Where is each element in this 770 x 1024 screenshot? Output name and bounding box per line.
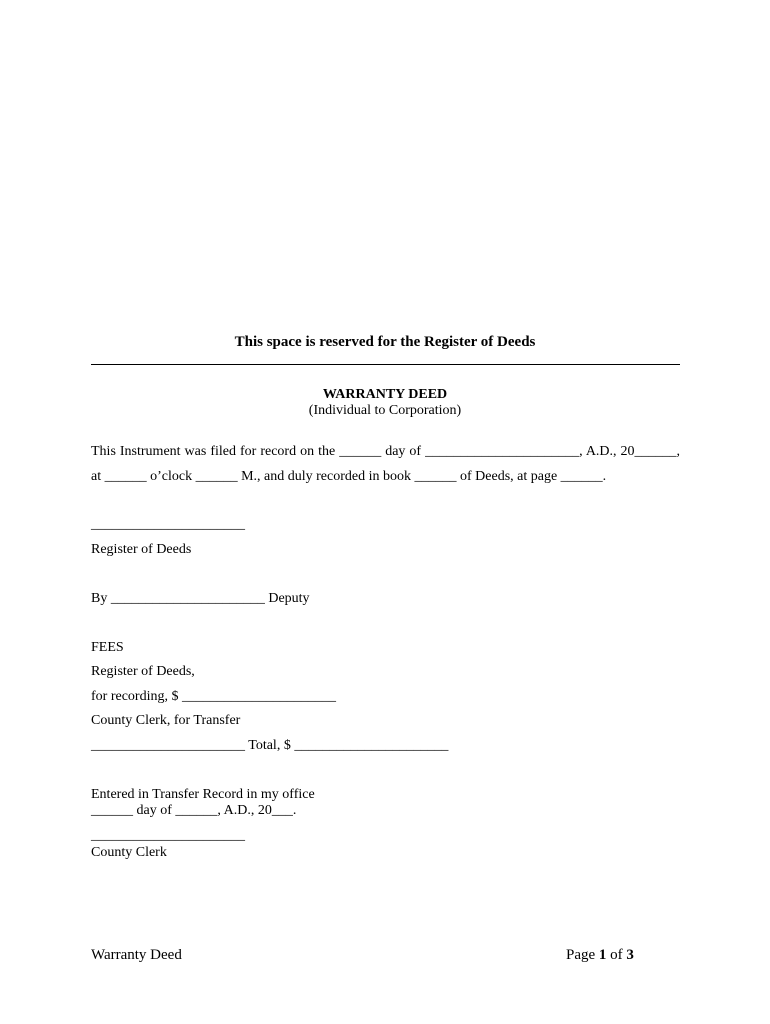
filing-line-1-word: on xyxy=(300,444,315,459)
footer-page-word: Page xyxy=(566,947,596,963)
filing-line-1-word: of xyxy=(409,444,422,459)
footer-document-name: Warranty Deed xyxy=(91,947,182,963)
filing-line-1-word: the xyxy=(318,444,336,459)
footer-page-number xyxy=(566,947,634,964)
filing-line-1-word: was xyxy=(184,444,207,459)
document-subtitle: (Individual to Corporation) xyxy=(308,403,462,418)
filing-line-1-word: ______ xyxy=(339,444,382,459)
filing-line-2: at ______ o’clock ______ M., and duly recorded in book ______ of Deeds, at page ______. xyxy=(91,469,607,484)
fees-recording-line: for recording, $ ______________________ xyxy=(91,689,336,704)
footer-of-word: of xyxy=(610,947,623,963)
reserved-space-notice: This space is reserved for the Register of Deeds xyxy=(234,334,536,350)
register-label: Register of Deeds xyxy=(91,542,192,557)
fees-county-clerk-label: County Clerk, for Transfer xyxy=(91,713,241,728)
filing-line-1-word: ______________________, xyxy=(425,444,583,459)
fees-heading: FEES xyxy=(91,640,124,655)
filing-line-1 xyxy=(91,444,680,460)
county-clerk-label: County Clerk xyxy=(91,845,167,860)
header-divider xyxy=(91,364,680,365)
footer-page-current: 1 xyxy=(598,947,607,963)
deputy-line: By ______________________ Deputy xyxy=(91,591,310,606)
fees-total-line: ______________________ Total, $ ______________________ xyxy=(91,738,449,753)
document-title: WARRANTY DEED xyxy=(322,387,448,402)
filing-line-1-word: record xyxy=(260,444,297,459)
filing-line-1-word: A.D., xyxy=(585,444,617,459)
county-clerk-signature-line: ______________________ xyxy=(91,828,245,843)
filing-line-1-word: Instrument xyxy=(119,444,181,459)
filing-line-1-word: for xyxy=(239,444,257,459)
filing-line-1-word: filed xyxy=(210,444,236,459)
filing-line-1-word: This xyxy=(91,444,116,459)
fees-register-label: Register of Deeds, xyxy=(91,664,195,679)
footer-page-total: 3 xyxy=(626,947,634,963)
transfer-entry-line: Entered in Transfer Record in my office xyxy=(91,787,315,802)
filing-line-1-word: 20______, xyxy=(620,444,681,459)
filing-line-1-word: day xyxy=(385,444,406,459)
register-signature-line: ______________________ xyxy=(91,517,245,532)
transfer-date-line: ______ day of ______, A.D., 20___. xyxy=(91,803,297,818)
